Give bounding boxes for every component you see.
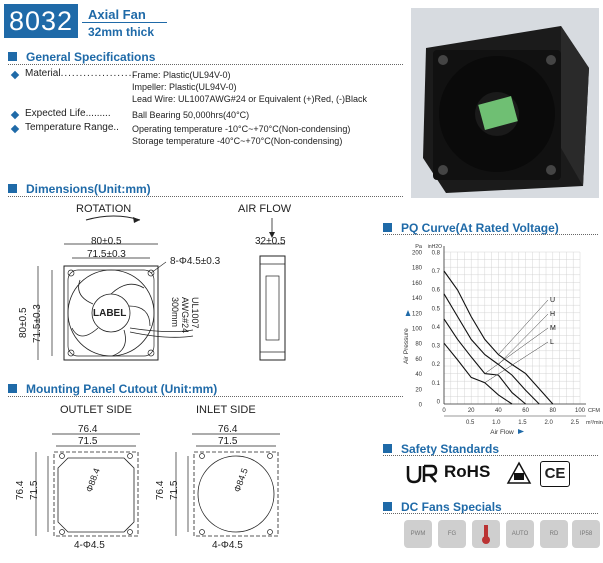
dimension-drawing: [8, 216, 398, 376]
airflow-label: AIR FLOW: [238, 203, 292, 215]
pq-title: PQ Curve(At Rated Voltage): [401, 221, 559, 235]
curve-leader-line: [498, 314, 548, 364]
tuv-mark-icon: [506, 461, 532, 485]
curve-leader-line: [485, 342, 548, 383]
section-divider: [8, 64, 403, 65]
rd-badge: RD: [540, 520, 568, 548]
bullet-icon: [11, 125, 19, 133]
ip58-badge: IP58: [572, 520, 600, 548]
x-axis-title: Air Flow: [490, 429, 514, 436]
x-tick-m3: 0.5: [465, 420, 475, 426]
pq-chart: [400, 238, 603, 436]
temperature-label: Temperature Range..: [25, 122, 119, 133]
x-tick-cfm: 60: [522, 408, 529, 414]
x-tick-cfm: 40: [495, 408, 502, 414]
y-unit-pa: Pa: [415, 244, 422, 250]
y-axis-arrow-icon: [406, 310, 411, 316]
thickness: 32±0.5: [255, 236, 286, 247]
x-tick-m3: 2.5: [570, 420, 579, 426]
label-marker: LABEL: [93, 308, 127, 319]
ce-mark: CE: [540, 461, 570, 487]
x-unit-m3: m³/min: [586, 420, 603, 426]
material-impeller: Impeller: Plastic(UL94V-0): [132, 82, 237, 92]
material-label: Material....................: [25, 68, 137, 79]
ur-mark-icon: [404, 462, 440, 486]
x-tick-m3: 2.0: [544, 420, 553, 426]
height-inner: 71.5±0.3: [32, 304, 43, 343]
y-tick-inh2o: 0.1: [431, 380, 440, 387]
inlet-dim-outer: 76.4: [218, 424, 238, 435]
bullet-icon: [11, 111, 19, 119]
x-tick-cfm: 20: [467, 408, 475, 414]
width-outer: 80±0.5: [91, 236, 122, 247]
section-marker: [383, 223, 392, 232]
outlet-dim-outer: 76.4: [78, 424, 98, 435]
y-tick-pa: 100: [411, 326, 422, 333]
y-tick-inh2o: 0.8: [431, 250, 440, 257]
y-tick-inh2o: 0: [436, 399, 440, 406]
material-frame: Frame: Plastic(UL94V-0): [132, 70, 231, 80]
x-tick-cfm: 0: [442, 408, 446, 414]
y-tick-inh2o: 0.2: [431, 362, 440, 369]
section-divider: [383, 455, 598, 456]
operating-temperature: Operating temperature -10°C~+70°C(Non-condensing): [132, 124, 351, 134]
y-tick-pa: 140: [411, 296, 422, 303]
section-divider: [8, 196, 403, 197]
model-number: 8032: [4, 4, 78, 38]
section-divider: [383, 234, 598, 235]
title-divider: [82, 22, 167, 23]
y-unit-inh2o: inH2O: [427, 244, 442, 250]
y-tick-pa: 60: [415, 356, 422, 363]
y-tick-pa: 160: [411, 280, 422, 287]
y-tick-pa: 200: [411, 250, 422, 257]
section-divider: [383, 513, 598, 514]
section-marker: [383, 444, 392, 453]
outlet-dim-inner-v: 71.5: [29, 480, 40, 500]
bullet-icon: [11, 71, 19, 79]
safety-title: Safety Standards: [401, 442, 500, 456]
y-tick-pa: 120: [411, 311, 422, 318]
mounting-title: Mounting Panel Cutout (Unit:mm): [26, 382, 218, 396]
inlet-dim-inner-v: 71.5: [169, 480, 180, 500]
storage-temperature: Storage temperature -40°C~+70°C(Non-condensing): [132, 136, 343, 146]
height-outer: 80±0.5: [18, 307, 29, 338]
mounting-drawing: [8, 418, 398, 558]
inlet-diameter: Φ84.5: [232, 466, 250, 494]
dimensions-title: Dimensions(Unit:mm): [26, 182, 151, 196]
thermometer-icon: [472, 520, 500, 548]
material-lead-wire: Lead Wire: UL1007AWG#24 or Equivalent (+)Red, (-)Black: [132, 94, 368, 104]
wire-spec-2: AWG#24: [180, 297, 190, 334]
y-tick-inh2o: 0.7: [431, 269, 440, 276]
section-marker: [383, 502, 392, 511]
hole-size: 8-Φ4.5±0.3: [170, 256, 221, 267]
outlet-dim-outer-v: 76.4: [15, 480, 26, 500]
rohs-mark: RoHS: [444, 462, 491, 481]
inlet-dim-inner: 71.5: [218, 436, 238, 447]
x-tick-cfm: 80: [549, 408, 557, 414]
x-tick-m3: 1.0: [492, 420, 501, 426]
section-divider: [8, 396, 403, 397]
section-marker: [8, 384, 17, 393]
outlet-hole-note: 4-Φ4.5: [74, 540, 105, 551]
x-axis-arrow-icon: [518, 429, 524, 434]
y-tick-inh2o: 0.6: [431, 287, 440, 294]
rotation-label: ROTATION: [76, 203, 132, 215]
life-value: Ball Bearing 50,000hrs(40°C): [132, 110, 250, 120]
curve-label-L: L: [550, 339, 554, 346]
y-tick-pa: 20: [415, 387, 422, 394]
y-tick-inh2o: 0.4: [431, 324, 440, 331]
pwm-badge: PWM: [404, 520, 432, 548]
x-unit-cfm: CFM: [588, 408, 600, 414]
y-tick-pa: 80: [415, 341, 422, 348]
y-tick-inh2o: 0.5: [431, 306, 440, 313]
wire-spec-1: UL1007: [190, 297, 200, 329]
life-label: Expected Life.........: [25, 108, 111, 119]
x-tick-m3: 1.5: [518, 420, 527, 426]
specials-title: DC Fans Specials: [401, 500, 502, 514]
y-tick-pa: 0: [418, 402, 422, 409]
inlet-dim-outer-v: 76.4: [155, 480, 166, 500]
outlet-diameter: Φ88.4: [84, 466, 102, 494]
product-title: Axial Fan: [88, 7, 146, 22]
outlet-dim-inner: 71.5: [78, 436, 98, 447]
fan-photo: [411, 8, 599, 198]
general-specs-title: General Specifications: [26, 50, 156, 64]
wire-spec-3: 300mm: [170, 297, 180, 328]
curve-leader-line: [498, 300, 548, 355]
y-axis-title: Air Pressure: [403, 328, 410, 364]
fg-badge: FG: [438, 520, 466, 548]
inlet-side-label: INLET SIDE: [196, 404, 256, 416]
outlet-side-label: OUTLET SIDE: [60, 404, 132, 416]
curve-label-H: H: [550, 311, 556, 318]
x-tick-cfm: 100: [574, 408, 586, 414]
width-inner: 71.5±0.3: [87, 249, 126, 260]
y-tick-inh2o: 0.3: [431, 343, 440, 350]
curve-label-M: M: [550, 325, 556, 332]
inlet-hole-note: 4-Φ4.5: [212, 540, 243, 551]
section-marker: [8, 184, 17, 193]
y-tick-pa: 180: [411, 265, 422, 272]
auto-badge: AUTO: [506, 520, 534, 548]
curve-label-U: U: [550, 297, 556, 304]
section-marker: [8, 52, 17, 61]
y-tick-pa: 40: [415, 372, 422, 379]
product-subtitle: 32mm thick: [88, 25, 155, 39]
